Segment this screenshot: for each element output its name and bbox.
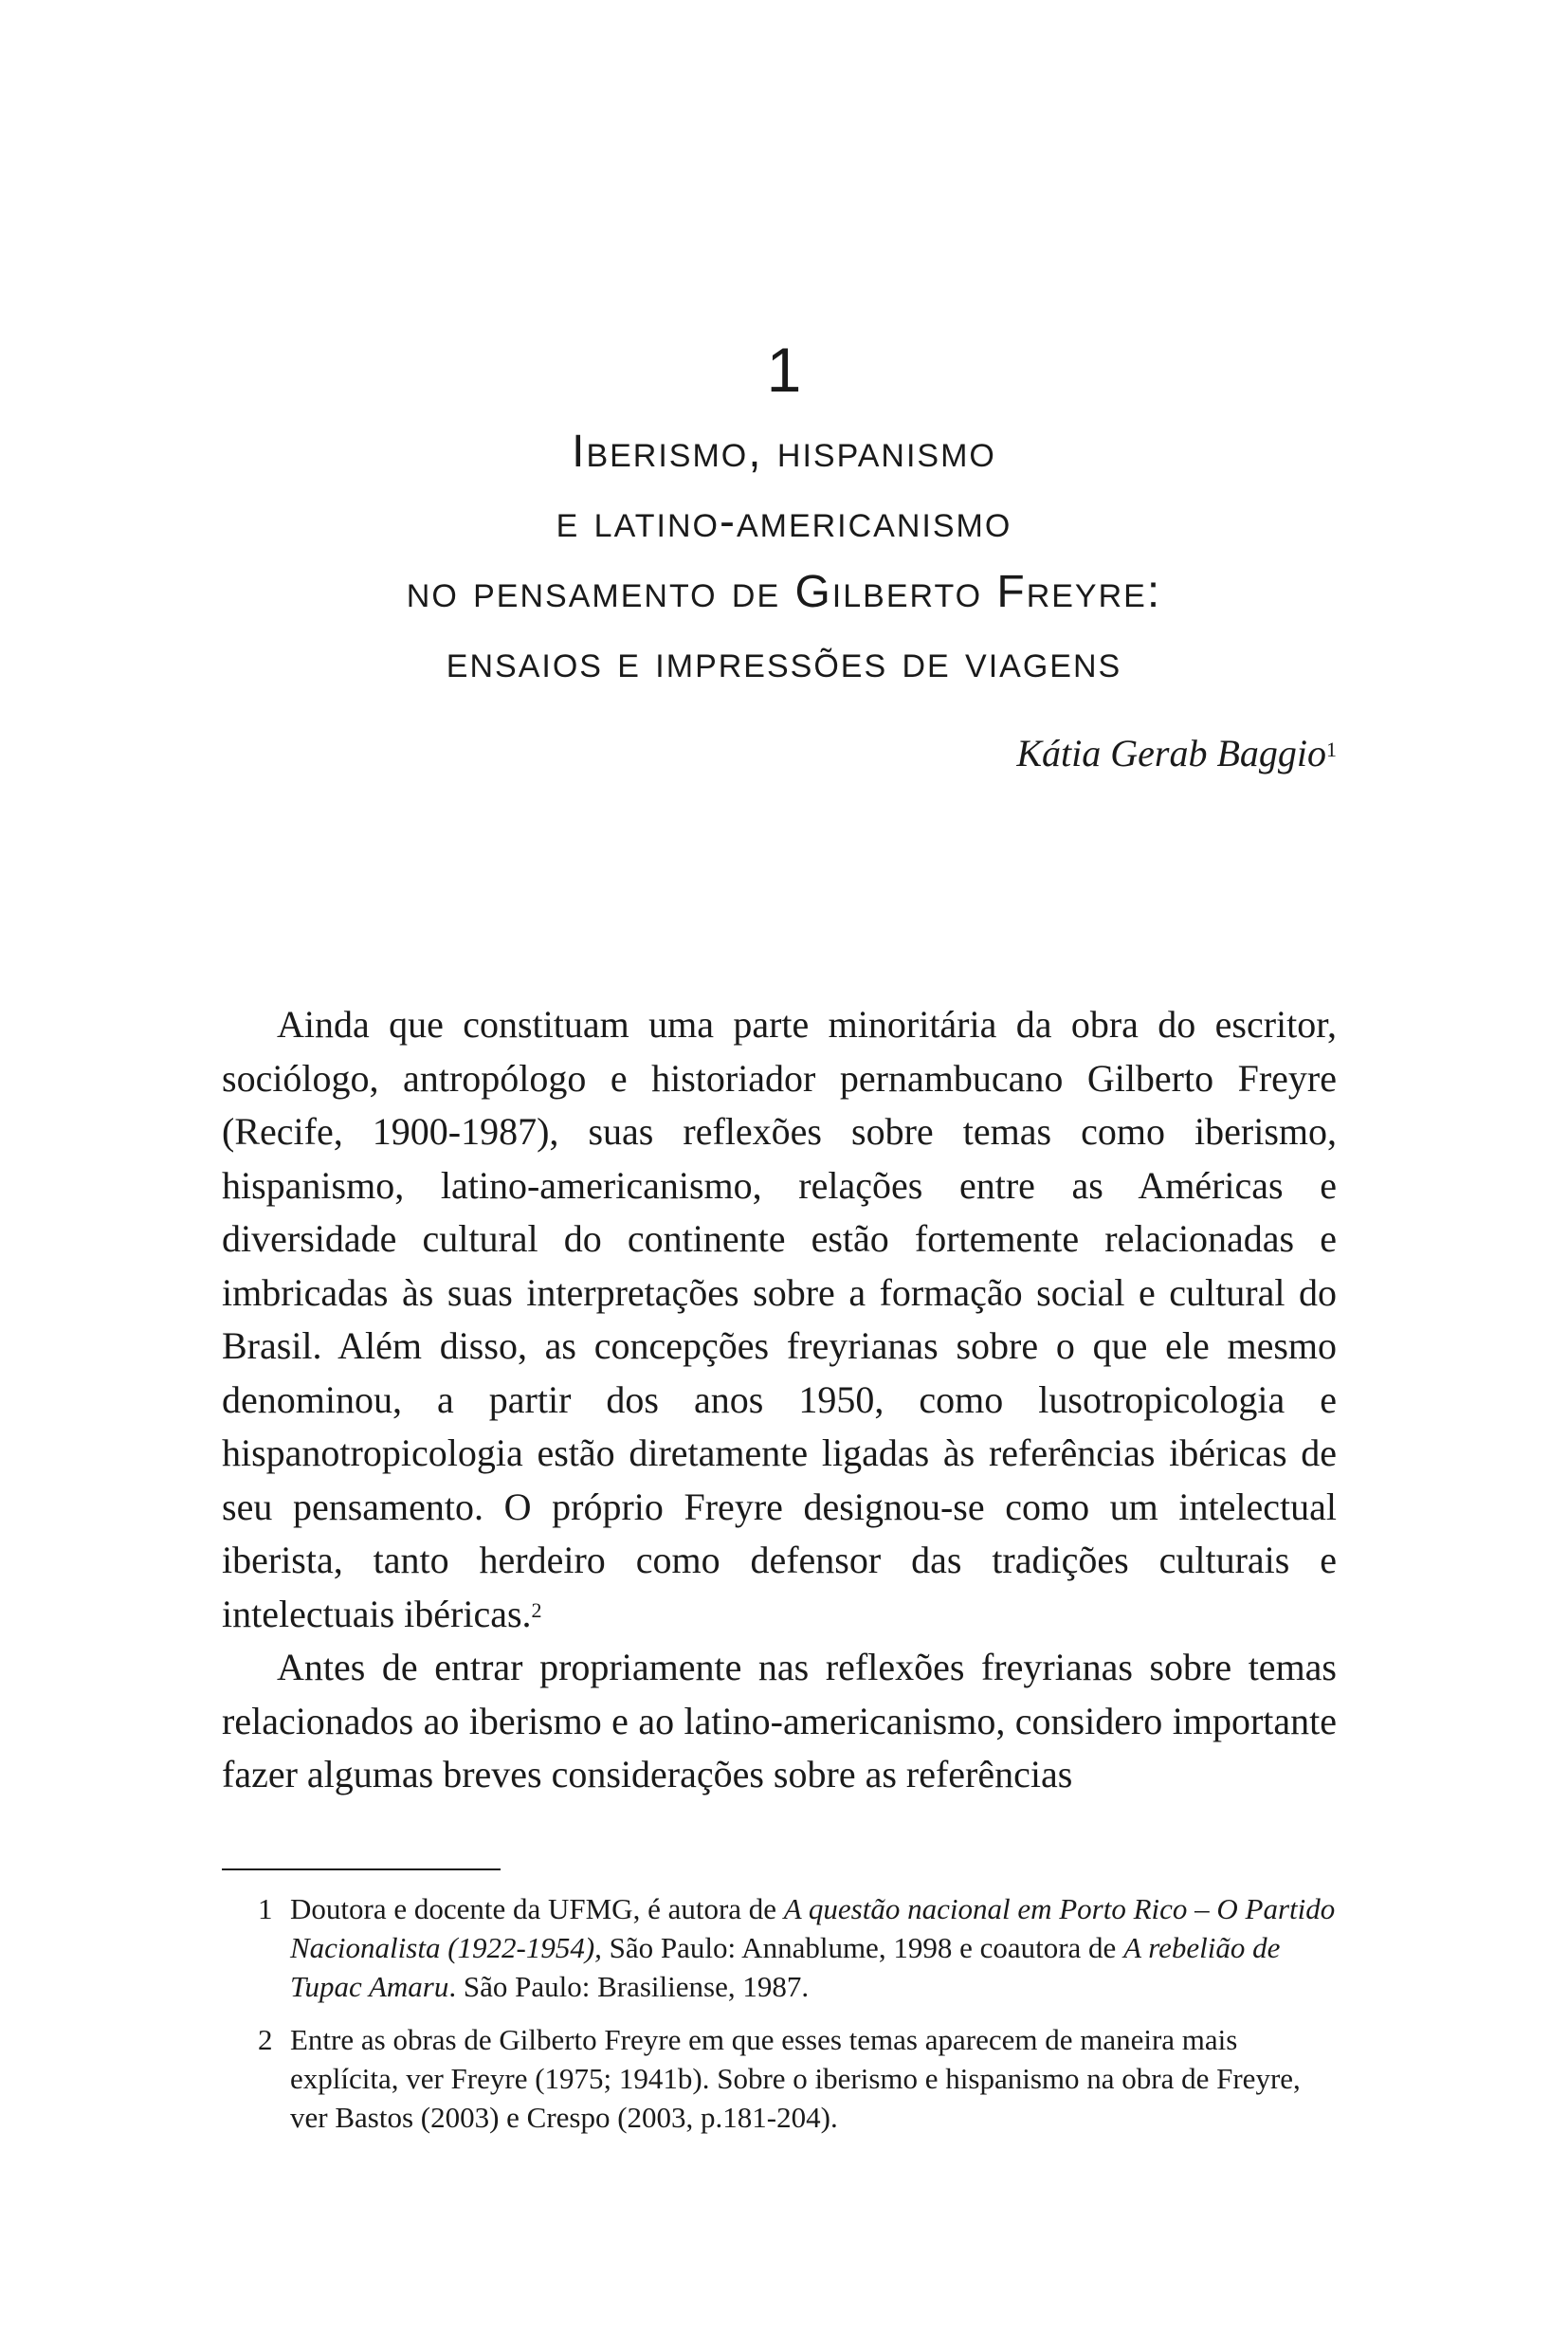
footnotes bbox=[222, 1889, 1337, 2151]
footnote-2-number: 2 bbox=[258, 2023, 273, 2056]
footnote-1-title-1: A questão nacional em Porto Rico – O Partido Nacionalista (1922-1954), bbox=[290, 1892, 1336, 1964]
chapter-title bbox=[0, 417, 1568, 698]
body-text bbox=[222, 998, 1337, 1802]
paragraph-2 bbox=[222, 1641, 1337, 1802]
author-byline bbox=[1016, 730, 1337, 777]
footnote-1-part-c: São Paulo: Annablume, 1998 e coautora de bbox=[601, 1931, 1124, 1964]
footnote-1-text bbox=[290, 1889, 1337, 2006]
footnote-ref-1[interactable]: 1 bbox=[1326, 738, 1337, 761]
footnote-ref-2[interactable]: 2 bbox=[531, 1597, 542, 1622]
footnote-1-number: 1 bbox=[258, 1892, 273, 1925]
footnote-1-part-a: Doutora e docente da UFMG, é autora de bbox=[290, 1892, 784, 1925]
footnote-2 bbox=[222, 2020, 1337, 2137]
chapter-number: 1 bbox=[766, 335, 802, 405]
footnote-2-text: Entre as obras de Gilberto Freyre em que esses temas aparecem de maneira mais explícita, ver Freyre (1975; 1941b). Sobre o iberismo e hispanismo na obra de Freyre, ver Bastos (2003) e Crespo (2003, p.181-204). bbox=[290, 2023, 1301, 2134]
chapter-title-line-2: e latino-americanismo bbox=[556, 497, 1012, 547]
chapter-title-line-3: no pensamento de Gilberto Freyre: bbox=[406, 567, 1162, 617]
footnote-1-title-2: A rebelião de Tupac Amaru bbox=[290, 1931, 1281, 2003]
author-name: Kátia Gerab Baggio bbox=[1016, 732, 1326, 775]
footnote-1 bbox=[222, 1889, 1337, 2006]
chapter-title-line-4: ensaios e impressões de viagens bbox=[446, 637, 1122, 687]
paragraph-2-text: Antes de entrar propriamente nas reflexões freyrianas sobre temas relacionados ao iberismo e ao latino-americanismo, considero importante fazer algumas breves considerações sobre as referências bbox=[222, 1646, 1337, 1795]
paragraph-1 bbox=[222, 998, 1337, 1641]
paragraph-1-text: Ainda que constituam uma parte minoritária da obra do escritor, sociólogo, antropólogo e historiador pernambucano Gilberto Freyre (Recife, 1900-1987), suas reflexões sobre temas como iberismo, hispanismo, latino-americanismo, relações entre as Américas e diversidade cultural do continente estão fortemente relacionadas e imbricadas às suas interpretações sobre a formação social e cultural do Brasil. Além disso, as concepções freyrianas sobre o que ele mesmo denominou, a partir dos anos 1950, como lusotropicologia e hispanotropicologia estão diretamente ligadas às referências ibéricas de seu pensamento. O próprio Freyre designou-se como um intelectual iberista, tanto herdeiro como defensor das tradições culturais e intelectuais ibéricas. bbox=[222, 1003, 1337, 1635]
footnote-divider bbox=[222, 1868, 501, 1870]
chapter-title-line-1: Iberismo, hispanismo bbox=[572, 427, 996, 477]
footnote-1-part-e: . São Paulo: Brasiliense, 1987. bbox=[448, 1970, 810, 2003]
